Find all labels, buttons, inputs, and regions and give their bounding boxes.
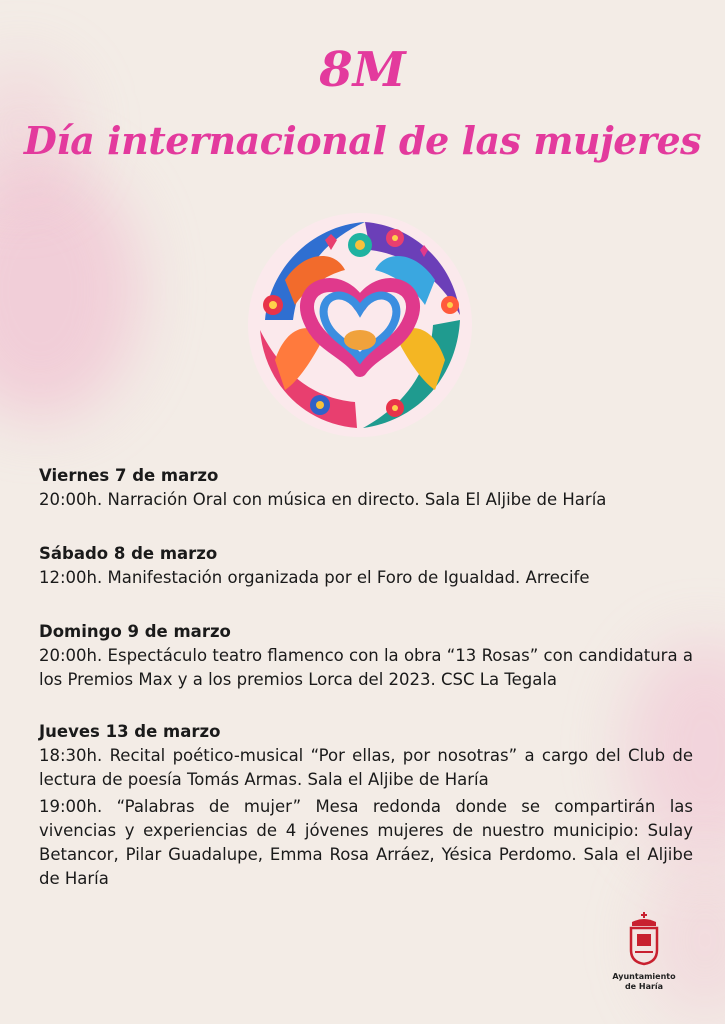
event-entry: 12:00h. Manifestación organizada por el Foro de Igualdad. Arrecife	[39, 568, 590, 587]
day-heading: Domingo 9 de marzo	[39, 622, 231, 641]
schedule-day	[39, 620, 693, 692]
page-subtitle: Día internacional de las mujeres	[23, 118, 702, 163]
day-heading: Jueves 13 de marzo	[39, 722, 221, 741]
event-schedule	[39, 464, 693, 911]
schedule-day	[39, 542, 693, 590]
ayuntamiento-logo	[604, 910, 684, 992]
logo-line2: de Haría	[624, 982, 664, 991]
event-entry: 20:00h. Narración Oral con música en directo. Sala El Aljibe de Haría	[39, 490, 607, 509]
day-heading: Sábado 8 de marzo	[39, 544, 218, 563]
event-entry: 18:30h. Recital poético-musical “Por ellas, por nosotras” a cargo del Club de lectura de poesía Tomás Armas. Sala el Aljibe de Haría	[39, 746, 693, 789]
schedule-day	[39, 464, 693, 512]
women-flowers-circle-illustration	[245, 210, 475, 440]
event-entry: 19:00h. “Palabras de mujer” Mesa redonda donde se compartirán las vivencias y experiencias de 4 jóvenes mujeres de nuestro municipio: Sulay Betancor, Pilar Guadalupe, Emma Rosa Arráez, Yésica Perdomo. Sala el Aljibe de Haría	[39, 797, 693, 888]
logo-line1: Ayuntamiento	[612, 972, 676, 981]
emblem-graphic	[245, 210, 475, 440]
logo-caption	[604, 972, 684, 992]
schedule-day	[39, 720, 693, 891]
page-title: 8M	[319, 42, 406, 98]
event-entry: 20:00h. Espectáculo teatro flamenco con la obra “13 Rosas” con candidatura a los Premios Max y a los premios Lorca del 2023. CSC La Tegala	[39, 646, 693, 689]
coat-of-arms-icon	[626, 910, 662, 966]
pink-watercolor-wash	[0, 160, 140, 420]
day-heading: Viernes 7 de marzo	[39, 466, 219, 485]
